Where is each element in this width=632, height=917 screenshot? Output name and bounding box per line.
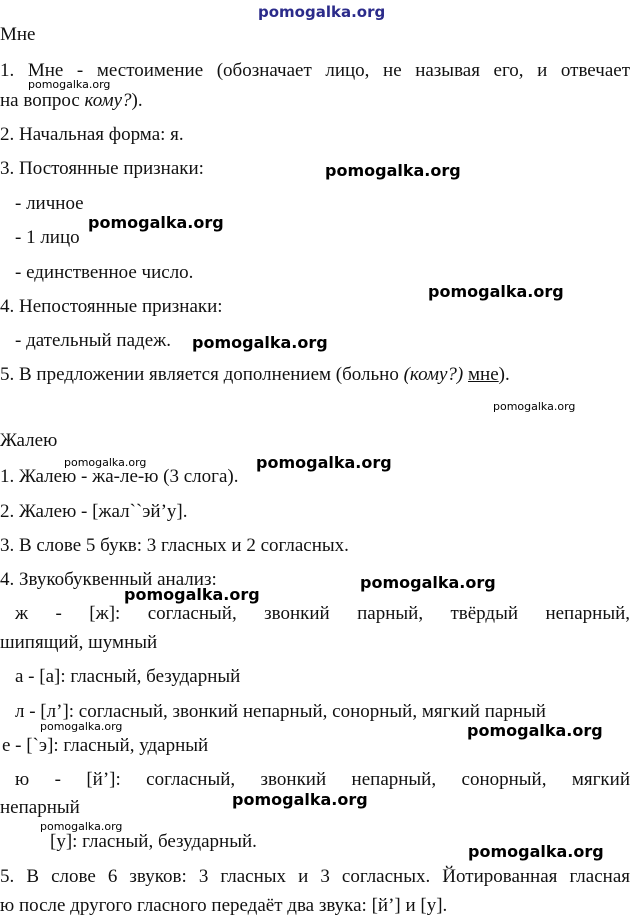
heading-zhaleyu: Жалею <box>0 430 58 451</box>
watermark: pomogalka.org <box>192 333 328 352</box>
text-run: ). <box>131 90 143 111</box>
sound-l: л - [л’]: согласный, звонкий непарный, сонорный, мягкий парный <box>15 701 546 722</box>
text-run: на вопрос <box>0 90 85 111</box>
watermark: pomogalka.org <box>360 573 496 592</box>
watermark-top: pomogalka.org <box>258 3 386 21</box>
heading-mne: Мне <box>0 24 36 45</box>
watermark: pomogalka.org <box>325 161 461 180</box>
watermark: pomogalka.org <box>64 456 147 469</box>
watermark: pomogalka.org <box>468 842 604 861</box>
text-run: ). <box>498 364 510 385</box>
text-run: 5. В предложении является дополнением (больно <box>0 364 404 385</box>
mne-item-3-1: - личное <box>15 193 84 214</box>
italic-question: (кому?) <box>403 364 464 385</box>
sound-a: а - [а]: гласный, безударный <box>15 666 241 687</box>
sound-yu-b: непарный <box>0 797 80 818</box>
sound-yu-c: [у]: гласный, безударный. <box>50 831 257 852</box>
sound-zh-a: ж - [ж]: согласный, звонкий парный, твёрдый непарный, <box>15 603 630 624</box>
watermark: pomogalka.org <box>124 585 260 604</box>
mne-item-4: 4. Непостоянные признаки: <box>0 296 223 317</box>
italic-question: кому? <box>84 90 132 111</box>
mne-item-2: 2. Начальная форма: я. <box>0 124 184 145</box>
sound-zh-b: шипящий, шумный <box>0 632 158 653</box>
mne-item-1a: 1. Мне - местоимение (обозначает лицо, не называя его, и отвечает <box>0 60 630 81</box>
mne-item-3-3: - единственное число. <box>15 262 194 283</box>
zh-item-3: 3. В слове 5 букв: 3 гласных и 2 согласных. <box>0 535 349 556</box>
sound-yu-a: ю - [й’]: согласный, звонкий непарный, сонорный, мягкий <box>15 769 630 790</box>
zh-item-1: 1. Жалею - жа-ле-ю (3 слога). <box>0 466 239 487</box>
watermark: pomogalka.org <box>493 400 576 413</box>
zh-item-2: 2. Жалею - [жал``эй’у]. <box>0 501 188 522</box>
mne-item-1b <box>0 90 143 112</box>
watermark: pomogalka.org <box>28 78 111 91</box>
watermark: pomogalka.org <box>40 720 123 733</box>
underlined-word: мне <box>468 364 499 385</box>
mne-item-4-1: - дательный падеж. <box>15 330 171 351</box>
watermark: pomogalka.org <box>467 721 603 740</box>
watermark: pomogalka.org <box>428 282 564 301</box>
watermark: pomogalka.org <box>88 213 224 232</box>
sound-e: е - [`э]: гласный, ударный <box>2 735 209 756</box>
watermark: pomogalka.org <box>256 453 392 472</box>
mne-item-5 <box>0 364 510 386</box>
zh-item-5b: ю после другого гласного передаёт два звука: [й’] и [у]. <box>0 895 448 916</box>
mne-item-3-2: - 1 лицо <box>15 227 80 248</box>
zh-item-4: 4. Звукобуквенный анализ: <box>0 569 217 590</box>
watermark: pomogalka.org <box>40 820 123 833</box>
zh-item-5a: 5. В слове 6 звуков: 3 гласных и 3 согласных. Йотированная гласная <box>0 866 630 887</box>
watermark: pomogalka.org <box>232 790 368 809</box>
mne-item-3: 3. Постоянные признаки: <box>0 158 204 179</box>
